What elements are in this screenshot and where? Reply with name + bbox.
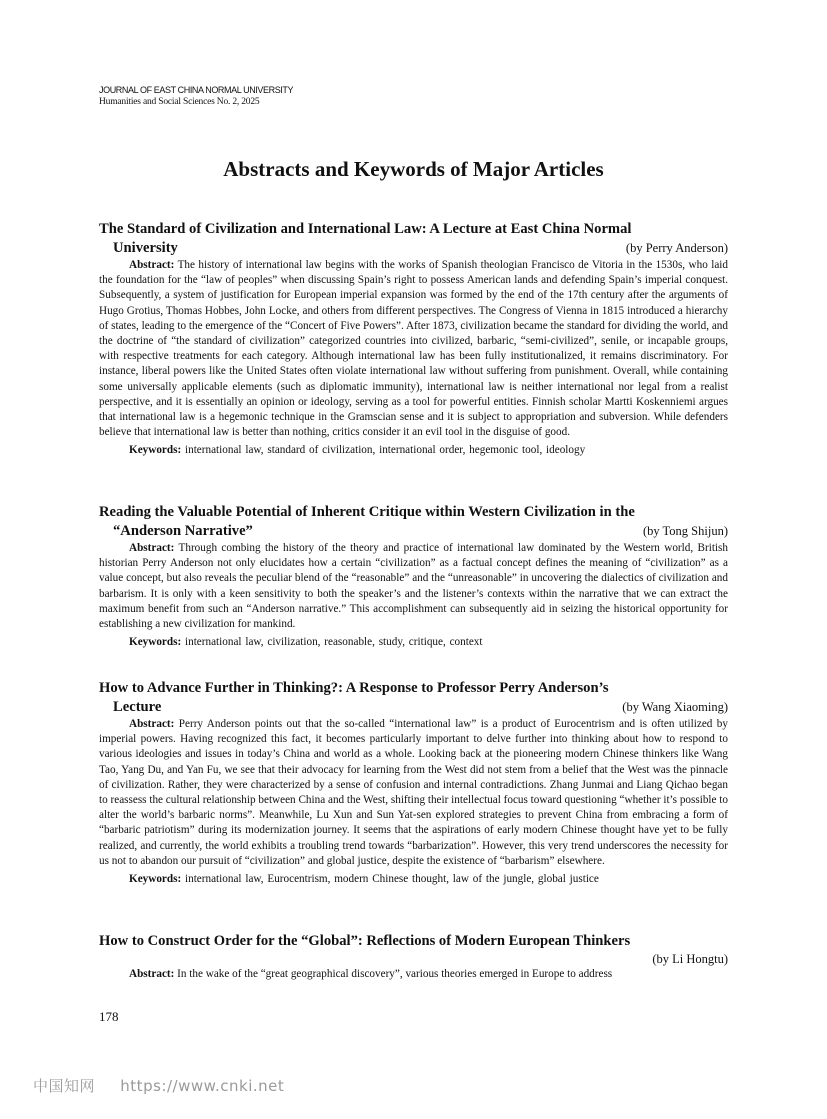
cnki-watermark <box>33 1075 284 1096</box>
article-title-line1: How to Advance Further in Thinking?: A Response to Professor Perry Anderson’s <box>99 680 609 696</box>
article-title <box>99 932 728 951</box>
article-3 <box>99 679 728 887</box>
keywords-text: international law, civilization, reasonable, study, critique, context <box>185 636 483 649</box>
article-abstract <box>99 717 728 869</box>
abstract-text: The history of international law begins with the works of Spanish theologian Francisco de Vitoria in the 1530s, who laid the foundation for the “law of peoples” when discussing Spain’s right to possess American lands and defending Spain’s imperial conquest. Subsequently, a system of justification for European imperial expansion was formed by the end of the 17th century after the arguments of Hugo Grotius, Thomas Hobbes, John Locke, and others from different perspectives. The Congress of Vienna in 1815 introduced a hierarchy of states, leading to the emergence of the “Concert of Five Powers”. After 1873, civilization became the standard for dividing the world, and the doctrine of “the standard of civilization” categorized countries into civilized, barbaric, “semi-civilized”, senile, or incapable groups, with respective treatments for each category. Although international law has been fully institutionalized, it remains discriminatory. For instance, liberal powers like the United States often violate international law without suffering from punishment. Overall, while containing some universally applicable elements (such as diplomatic immunity), international law is neither international nor legal from a realist perspective, and it is essentially an opinion or ideology, serving as a tool for powerful entities. Finnish scholar Martti Koskenniemi argues that international law is a hegemonic technique in the Gramscian sense and it is subject to appropriation and subversion. While defenders believe that international law is better than nothing, critics consider it an evil tool in the disguise of good. <box>99 259 728 439</box>
abstract-label: Abstract: <box>129 259 175 271</box>
journal-name: JOURNAL OF EAST CHINA NORMAL UNIVERSITY <box>99 85 294 95</box>
article-abstract <box>99 967 728 982</box>
journal-section: Humanities and Social Sciences No. 2, 2025 <box>99 97 260 107</box>
abstract-label: Abstract: <box>129 968 175 980</box>
page-number: 178 <box>99 1009 119 1024</box>
article-title-line1: The Standard of Civilization and International Law: A Lecture at East China Normal <box>99 221 632 237</box>
article-2 <box>99 503 728 650</box>
article-keywords <box>99 872 728 887</box>
article-title-line2: “Anderson Narrative” <box>113 523 253 539</box>
article-title-line2: University <box>113 240 178 256</box>
keywords-label: Keywords: <box>129 636 182 649</box>
journal-header <box>99 84 293 108</box>
article-title <box>99 503 728 541</box>
keywords-label: Keywords: <box>129 444 182 457</box>
article-4 <box>99 932 728 982</box>
article-title-line2: Lecture <box>113 699 162 715</box>
article-author: (by Perry Anderson) <box>625 241 728 255</box>
article-title-line1: Reading the Valuable Potential of Inherent Critique within Western Civilization in the <box>99 504 635 520</box>
abstract-text: Through combing the history of the theory and practice of international law dominated by the Western world, British historian Perry Anderson not only elucidates how a certain “civilization” as a factual concept defines the meaning of “civilization” as a value concept, but also reveals the peculiar blend of the “reasonable” and the “unreasonable” in uncovering the dialectics of civilization and barbarism. It is only with a keen sensitivity to both the speaker’s and the listener’s contexts within the narrative that we can extract the maximum benefit from such an “Anderson narrative.” This accomplishment can subsequently aid in seizing the historical opportunity for establishing a new civilization for mankind. <box>99 542 728 631</box>
article-author: (by Tong Shijun) <box>642 524 728 538</box>
article-author: (by Li Hongtu) <box>652 952 728 966</box>
article-title <box>99 220 728 258</box>
keywords-text: international law, Eurocentrism, modern Chinese thought, law of the jungle, global justice <box>185 873 599 886</box>
article-title <box>99 679 728 717</box>
article-abstract <box>99 541 728 632</box>
abstract-text: In the wake of the “great geographical discovery”, various theories emerged in Europe to address <box>177 968 613 980</box>
article-abstract <box>99 258 728 440</box>
article-keywords <box>99 635 728 650</box>
abstract-label: Abstract: <box>129 718 175 730</box>
keywords-label: Keywords: <box>129 873 182 886</box>
abstract-label: Abstract: <box>129 542 175 554</box>
article-1 <box>99 220 728 458</box>
keywords-text: international law, standard of civilization, international order, hegemonic tool, ideology <box>185 444 586 457</box>
article-author: (by Wang Xiaoming) <box>622 700 728 714</box>
article-title-line1: How to Construct Order for the “Global”: Reflections of Modern European Thinkers <box>99 933 631 949</box>
page-title: Abstracts and Keywords of Major Articles <box>223 157 604 181</box>
article-keywords <box>99 443 728 458</box>
watermark-site-name: 中国知网 <box>33 1077 96 1095</box>
watermark-url: https://www.cnki.net <box>120 1077 285 1095</box>
abstract-text: Perry Anderson points out that the so-called “international law” is a product of Eurocentrism and is often utilized by imperial powers. Having recognized this fact, it becomes particularly important to delve further into thinking about how to respond to various ideologies and issues in today’s China and world as a whole. Looking back at the pioneering modern Chinese thinkers like Wang Tao, Yang Du, and Yan Fu, we see that their advocacy for learning from the West did not stem from a belief that the West was the pinnacle of civilization. Rather, they were characterized by a sense of confusion and internal contradictions. Zhang Junmai and Liang Qichao began to reassess the cultural relationship between China and the West, shifting their intellectual focus toward questioning “whether it’s possible to alter the world’s barbaric norms”. Meanwhile, Lu Xun and Sun Yat-sen explored strategies to prevent China from embracing a form of “barbaric patriotism” during its modernization journey. It seems that the aspirations of early modern Chinese thought have yet to be fully realized, and currently, the world exhibits a troubling trend towards “barbarization”. However, this very trend underscores the necessity for us not to abandon our pursuit of “civilization” and global justice, despite the existence of “barbarism” elsewhere. <box>99 718 728 867</box>
